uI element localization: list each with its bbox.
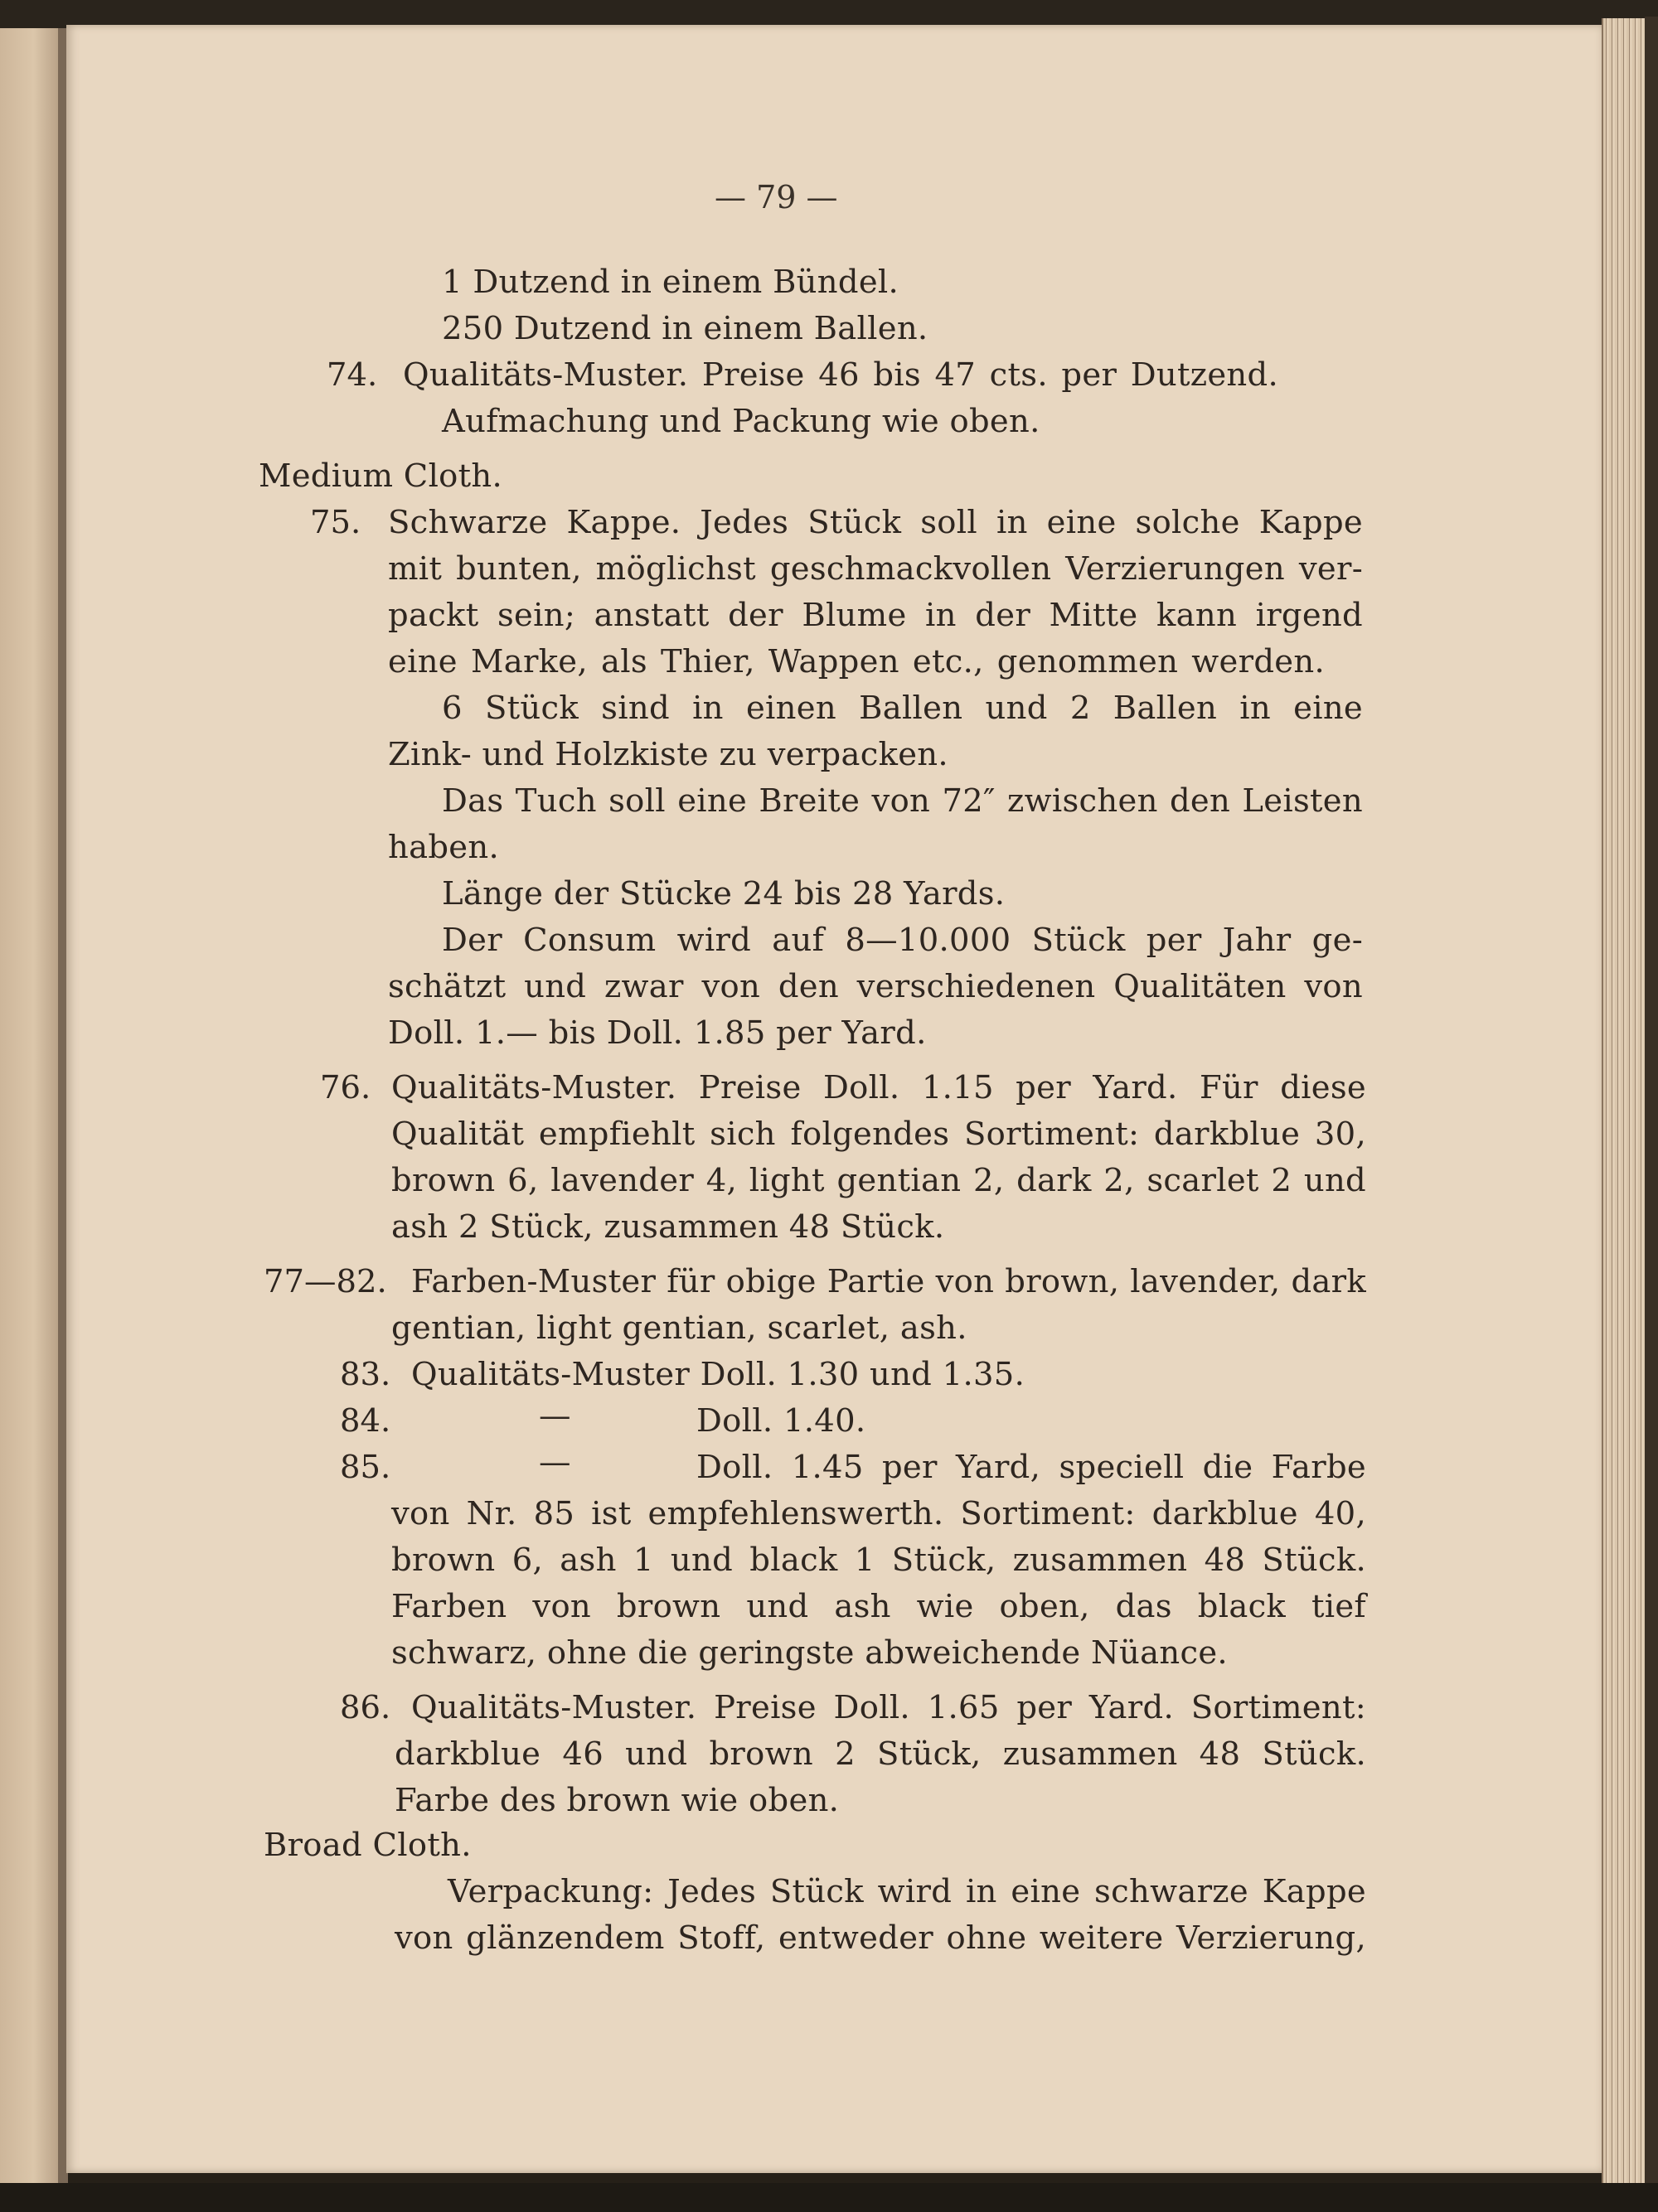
item-number: 74. [327, 356, 378, 394]
text-line: Zink- und Holzkiste zu verpacken. [388, 736, 948, 773]
page-stack-edges [1602, 18, 1646, 2183]
item-number: 75. [310, 504, 361, 541]
item-number: 77—82. [264, 1263, 387, 1300]
text-line: brown 6, ash 1 und black 1 Stück, zusammen 48 Stück. [391, 1542, 1366, 1579]
text-line: haben. [388, 829, 500, 866]
text-line: Das Tuch soll eine Breite von 72″ zwischen den Leisten [442, 782, 1363, 820]
text-line: gentian, light gentian, scarlet, ash. [391, 1309, 967, 1347]
text-line: Länge der Stücke 24 bis 28 Yards. [442, 875, 1006, 912]
text-line: schätzt und zwar von den verschiedenen Qualitäten von [388, 968, 1363, 1005]
text-line: Qualitäts-Muster Doll. 1.30 und 1.35. [411, 1356, 1025, 1393]
text-line: Schwarze Kappe. Jedes Stück soll in eine solche Kappe [388, 504, 1363, 541]
text-line: von Nr. 85 ist empfehlenswerth. Sortiment: darkblue 40, [391, 1495, 1366, 1532]
text-line: darkblue 46 und brown 2 Stück, zusammen 48 Stück. [395, 1735, 1366, 1773]
book-bottom-edge [0, 2183, 1658, 2212]
text-line: 6 Stück sind in einen Ballen und 2 Ballen in eine [442, 690, 1363, 727]
section-heading: Medium Cloth. [259, 457, 503, 495]
text-line: brown 6, lavender 4, light gentian 2, dark 2, scarlet 2 und [391, 1162, 1366, 1199]
facing-page-edge [0, 28, 61, 2183]
text-line: 1 Dutzend in einem Bündel. [442, 264, 899, 301]
text-line: von glänzendem Stoff, entweder ohne weitere Verzierung, [395, 1919, 1366, 1957]
item-number: 85. [340, 1449, 391, 1486]
text-line: Qualitäts-Muster. Preise Doll. 1.15 per Yard. Für diese [391, 1069, 1366, 1106]
page-number: — 79 — [715, 179, 838, 215]
text-line: mit bunten, möglichst geschmackvollen Verzierungen ver- [388, 550, 1363, 588]
text-line: Doll. 1.40. [696, 1402, 866, 1440]
item-number: 86. [340, 1689, 391, 1726]
text-line: Doll. 1.— bis Doll. 1.85 per Yard. [388, 1014, 927, 1052]
text-line: Qualitäts-Muster. Preise Doll. 1.65 per Yard. Sortiment: [411, 1689, 1366, 1726]
item-number: 83. [340, 1356, 391, 1393]
text-line: Doll. 1.45 per Yard, speciell die Farbe [696, 1449, 1366, 1486]
ditto-mark: — [539, 1444, 571, 1481]
text-line: ash 2 Stück, zusammen 48 Stück. [391, 1208, 945, 1246]
text-line: schwarz, ohne die geringste abweichende Nüance. [391, 1634, 1228, 1672]
text-line: Qualität empfiehlt sich folgendes Sortiment: darkblue 30, [391, 1116, 1366, 1153]
item-number: 76. [320, 1069, 371, 1106]
text-line: Farben-Muster für obige Partie von brown, lavender, dark [411, 1263, 1366, 1300]
text-line: Aufmachung und Packung wie oben. [442, 403, 1040, 440]
book-cover-edge [1645, 17, 1658, 2183]
text-line: packt sein; anstatt der Blume in der Mitte kann irgend [388, 597, 1363, 634]
text-line: Farbe des brown wie oben. [395, 1782, 840, 1819]
text-line: Qualitäts-Muster. Preise 46 bis 47 cts. per Dutzend. [403, 356, 1278, 394]
item-number: 84. [340, 1402, 391, 1440]
text-line: eine Marke, als Thier, Wappen etc., genommen werden. [388, 643, 1325, 680]
section-heading: Broad Cloth. [264, 1827, 472, 1864]
text-line: Der Consum wird auf 8—10.000 Stück per Jahr ge- [442, 922, 1363, 959]
text-line: 250 Dutzend in einem Ballen. [442, 310, 928, 347]
text-line: Verpackung: Jedes Stück wird in eine schwarze Kappe [448, 1873, 1366, 1910]
text-line: Farben von brown und ash wie oben, das black tief [391, 1588, 1366, 1625]
ditto-mark: — [539, 1397, 571, 1435]
